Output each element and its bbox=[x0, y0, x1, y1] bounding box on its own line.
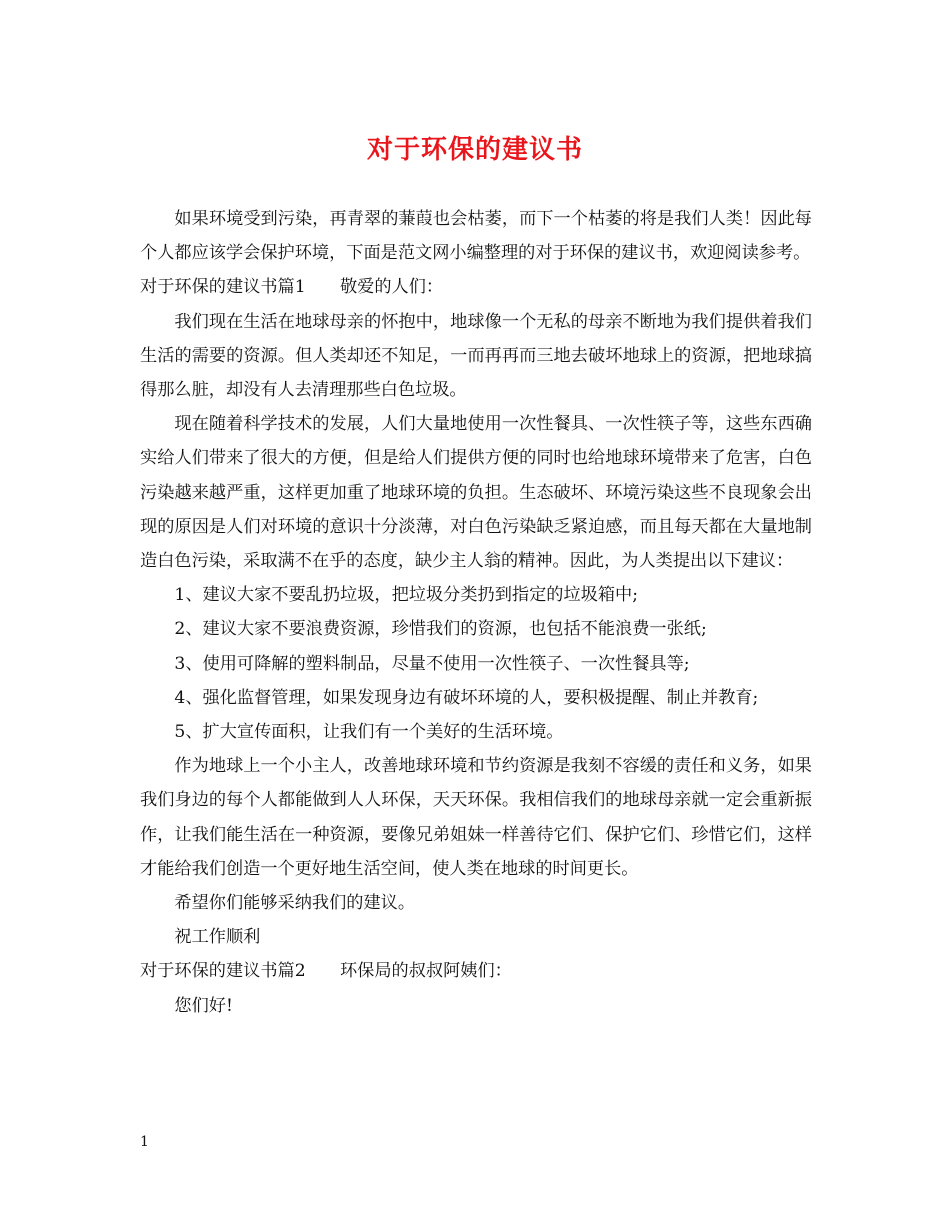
body-paragraph: 我们现在生活在地球母亲的怀抱中，地球像一个无私的母亲不断地为我们提供着我们生活的需要的资源。但人类却还不知足，一而再再而三地去破坏地球上的资源，把地球搞得那么脏，却没有人去清理那些白色垃圾。 bbox=[140, 311, 812, 401]
greeting-line: 您们好! bbox=[174, 995, 233, 1016]
suggestion-item-4: 4、强化监督管理，如果发现身边有破坏环境的人，要积极提醒、制止并教育; bbox=[174, 687, 759, 708]
closing-line: 希望你们能够采纳我们的建议。 bbox=[174, 893, 416, 914]
intro-paragraph: 如果环境受到污染，再青翠的蒹葭也会枯萎，而下一个枯萎的将是我们人类！因此每个人都应该学会保护环境，下面是范文网小编整理的对于环保的建议书，欢迎阅读参考。 bbox=[140, 209, 812, 264]
section-heading-1: 对于环保的建议书篇1 敬爱的人们： bbox=[140, 277, 444, 298]
page-number: 1 bbox=[140, 1134, 149, 1150]
document-body bbox=[140, 202, 812, 1023]
body-paragraph: 作为地球上一个小主人，改善地球环境和节约资源是我刻不容缓的责任和义务，如果我们身边的每个人都能做到人人环保，天天环保。我相信我们的地球母亲就一定会重新振作，让我们能生活在一种资源，要像兄弟姐妹一样善待它们、保护它们、珍惜它们，这样才能给我们创造一个更好地生活空间，使人类在地球的时间更长。 bbox=[140, 756, 812, 879]
section-heading-2: 对于环保的建议书篇2 环保局的叔叔阿姨们： bbox=[140, 961, 512, 982]
body-paragraph: 现在随着科学技术的发展，人们大量地使用一次性餐具、一次性筷子等，这些东西确实给人们带来了很大的方便，但是给人们提供方便的同时也给地球环境带来了危害，白色污染越来越严重，这样更加重了地球环境的负担。生态破坏、环境污染这些不良现象会出现的原因是人们对环境的意识十分淡薄，对白色污染缺乏紧迫感，而且每天都在大量地制造白色污染，采取满不在乎的态度，缺少主人翁的精神。因此，为人类提出以下建议： bbox=[140, 414, 812, 572]
suggestion-item-5: 5、扩大宣传面积，让我们有一个美好的生活环境。 bbox=[174, 722, 564, 743]
document-title: 对于环保的建议书 bbox=[366, 135, 583, 165]
closing-wish: 祝工作顺利 bbox=[174, 927, 261, 948]
suggestion-item-3: 3、使用可降解的塑料制品，尽量不使用一次性筷子、一次性餐具等; bbox=[174, 653, 690, 674]
suggestion-item-2: 2、建议大家不要浪费资源，珍惜我们的资源，也包括不能浪费一张纸; bbox=[174, 619, 707, 640]
suggestion-item-1: 1、建议大家不要乱扔垃圾，把垃圾分类扔到指定的垃圾箱中; bbox=[174, 585, 638, 606]
